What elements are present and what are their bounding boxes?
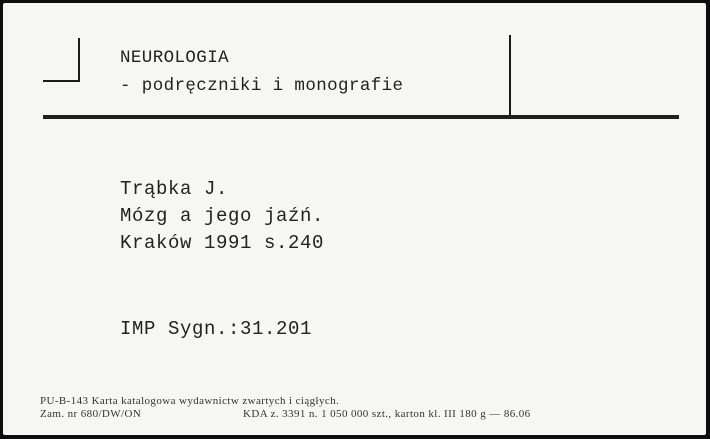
catalog-card — [3, 3, 706, 435]
corner-bracket-vertical — [78, 38, 80, 82]
corner-bracket-horizontal — [43, 80, 80, 82]
footer-order-number: Zam. nr 680/DW/ON — [40, 408, 142, 420]
header-divider — [509, 35, 511, 117]
publication-info: Kraków 1991 s.240 — [120, 232, 325, 254]
subject-heading: NEUROLOGIA — [120, 48, 230, 68]
author: Trąbka J. — [120, 178, 229, 200]
footer-form-info: PU-B-143 Karta katalogowa wydawnictw zwartych i ciągłych. — [40, 395, 340, 407]
footer-print-info: KDA z. 3391 n. 1 050 000 szt., karton kl. III 180 g — 86.06 — [243, 408, 531, 420]
header-rule — [43, 115, 679, 119]
call-number: IMP Sygn.:31.201 — [120, 318, 313, 340]
subject-subheading: - podręczniki i monografie — [120, 76, 404, 96]
book-title: Mózg a jego jaźń. — [120, 205, 325, 227]
